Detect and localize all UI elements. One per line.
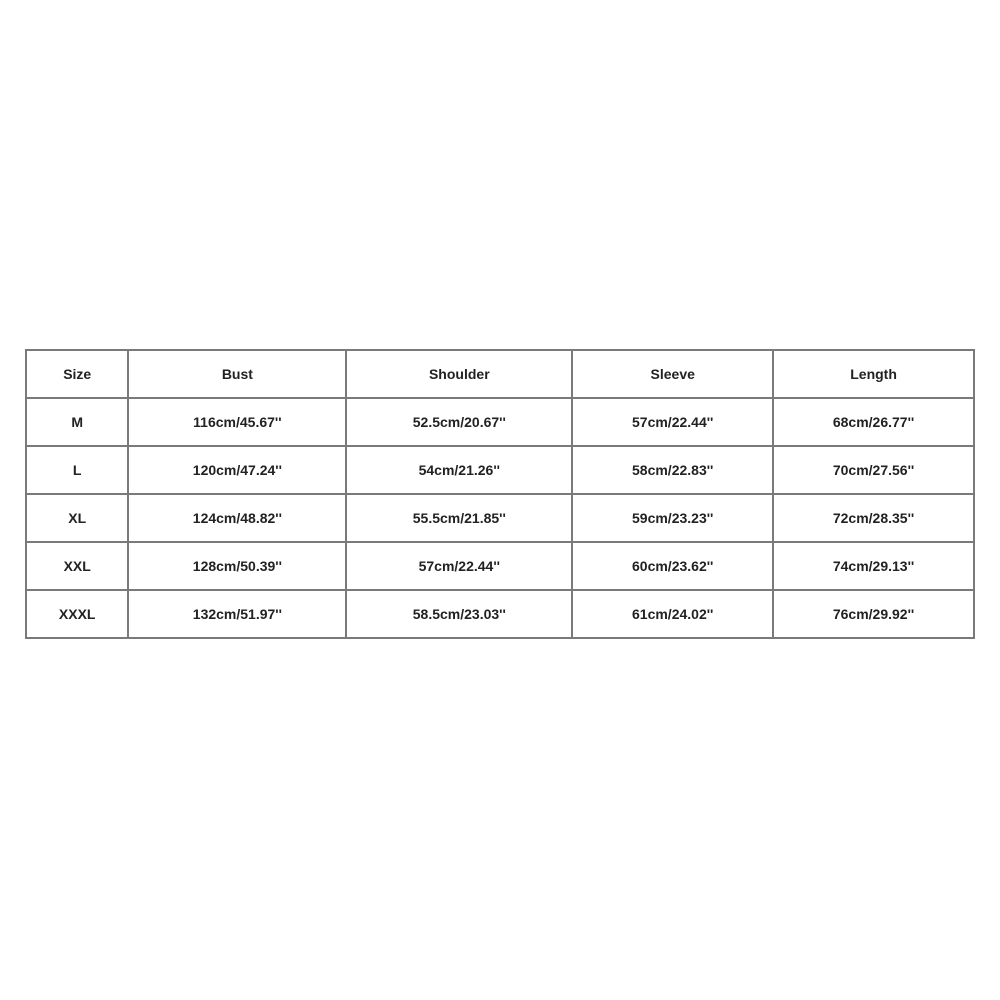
cell-shoulder: 58.5cm/23.03''	[346, 590, 572, 638]
cell-size: M	[26, 398, 128, 446]
cell-shoulder: 52.5cm/20.67''	[346, 398, 572, 446]
cell-sleeve: 59cm/23.23''	[572, 494, 773, 542]
cell-sleeve: 61cm/24.02''	[572, 590, 773, 638]
table-row	[26, 542, 974, 590]
cell-length: 76cm/29.92''	[773, 590, 974, 638]
cell-shoulder: 54cm/21.26''	[346, 446, 572, 494]
cell-size: L	[26, 446, 128, 494]
cell-bust: 128cm/50.39''	[128, 542, 346, 590]
header-bust: Bust	[128, 350, 346, 398]
cell-bust: 120cm/47.24''	[128, 446, 346, 494]
table-row	[26, 494, 974, 542]
table-body	[26, 398, 974, 638]
cell-length: 70cm/27.56''	[773, 446, 974, 494]
header-length: Length	[773, 350, 974, 398]
table-header	[26, 350, 974, 398]
cell-bust: 116cm/45.67''	[128, 398, 346, 446]
cell-length: 68cm/26.77''	[773, 398, 974, 446]
cell-bust: 124cm/48.82''	[128, 494, 346, 542]
cell-sleeve: 58cm/22.83''	[572, 446, 773, 494]
cell-size: XXL	[26, 542, 128, 590]
header-row	[26, 350, 974, 398]
header-size: Size	[26, 350, 128, 398]
cell-length: 74cm/29.13''	[773, 542, 974, 590]
size-chart-table	[25, 349, 975, 639]
cell-shoulder: 57cm/22.44''	[346, 542, 572, 590]
cell-shoulder: 55.5cm/21.85''	[346, 494, 572, 542]
table-row	[26, 590, 974, 638]
cell-size: XXXL	[26, 590, 128, 638]
cell-size: XL	[26, 494, 128, 542]
cell-sleeve: 60cm/23.62''	[572, 542, 773, 590]
header-shoulder: Shoulder	[346, 350, 572, 398]
header-sleeve: Sleeve	[572, 350, 773, 398]
table-row	[26, 446, 974, 494]
cell-length: 72cm/28.35''	[773, 494, 974, 542]
cell-bust: 132cm/51.97''	[128, 590, 346, 638]
cell-sleeve: 57cm/22.44''	[572, 398, 773, 446]
table-row	[26, 398, 974, 446]
